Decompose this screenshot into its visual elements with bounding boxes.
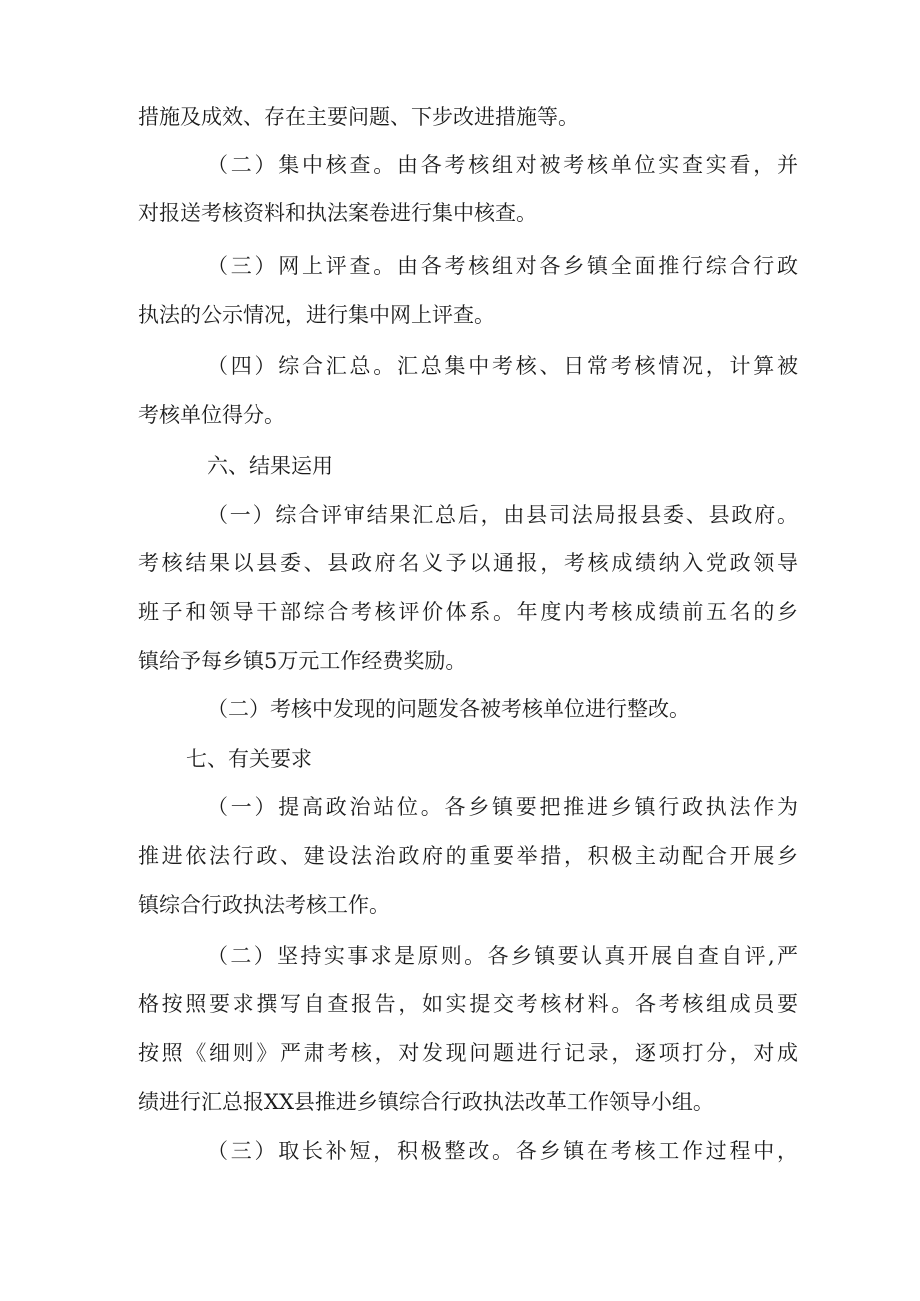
text-line: （二）考核中发现的问题发各被考核单位进行整改。 xyxy=(207,697,690,721)
text-line: 绩进行汇总报XX县推进乡镇综合行政执法改革工作领导小组。 xyxy=(138,1090,714,1114)
text-line: （二）坚持实事求是原则。各乡镇要认真开展自查自评,严 xyxy=(207,944,798,968)
text-line: 班子和领导干部综合考核评价体系。年度内考核成绩前五名的乡 xyxy=(138,600,798,624)
text-line: 格按照要求撰写自查报告，如实提交考核材料。各考核组成员要 xyxy=(138,992,798,1016)
text-line: （三）取长补短，积极整改。各乡镇在考核工作过程中， xyxy=(207,1139,798,1163)
text-line: 镇给予每乡镇5万元工作经费奖励。 xyxy=(138,649,467,673)
text-line: 镇综合行政执法考核工作。 xyxy=(138,893,390,917)
section-heading: 六、结果运用 xyxy=(207,454,333,478)
text-line: （一）提高政治站位。各乡镇要把推进乡镇行政执法作为 xyxy=(207,795,798,819)
text-line: （三）网上评查。由各考核组对各乡镇全面推行综合行政 xyxy=(207,254,798,278)
text-line: 按照《细则》严肃考核，对发现问题进行记录，逐项打分，对成 xyxy=(138,1041,798,1065)
text-line: 推进依法行政、建设法治政府的重要举措，积极主动配合开展乡 xyxy=(138,844,798,868)
section-heading: 七、有关要求 xyxy=(186,747,312,771)
text-line: 执法的公示情况，进行集中网上评查。 xyxy=(138,303,495,327)
text-line: 考核单位得分。 xyxy=(138,403,285,427)
text-line: （一）综合评审结果汇总后，由县司法局报县委、县政府。 xyxy=(207,503,798,527)
text-line: 措施及成效、存在主要问题、下步改进措施等。 xyxy=(138,105,579,129)
text-line: 考核结果以县委、县政府名义予以通报，考核成绩纳入党政领导 xyxy=(138,551,798,575)
text-line: 对报送考核资料和执法案卷进行集中核查。 xyxy=(138,201,537,225)
text-line: （二）集中核查。由各考核组对被考核单位实查实看，并 xyxy=(207,153,798,177)
text-line: （四）综合汇总。汇总集中考核、日常考核情况，计算被 xyxy=(207,354,798,378)
